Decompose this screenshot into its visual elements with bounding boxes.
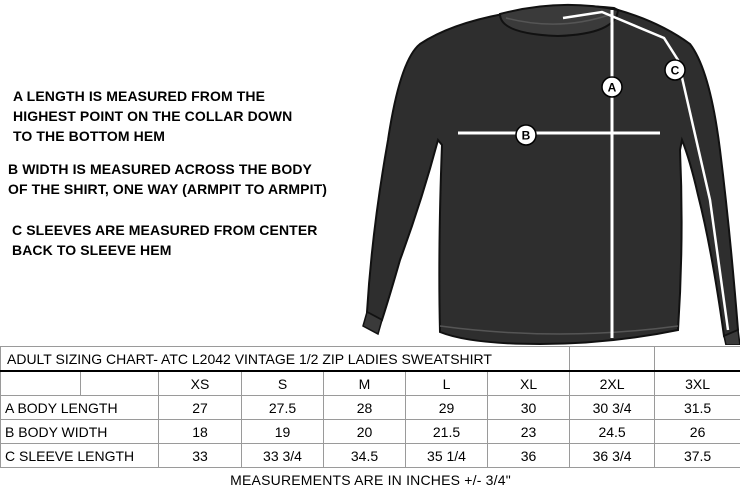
row-label: C SLEEVE LENGTH: [1, 444, 159, 468]
note-sleeve-line-1: C SLEEVES ARE MEASURED FROM CENTER: [12, 222, 318, 238]
table-cell: 37.5: [655, 444, 740, 468]
table-row: [1, 396, 740, 420]
title-spacer-1: [570, 347, 655, 372]
row-label: A BODY LENGTH: [1, 396, 159, 420]
table-cell: 33: [159, 444, 242, 468]
size-header: S: [242, 371, 324, 396]
table-cell: 27: [159, 396, 242, 420]
marker-b: [516, 125, 536, 145]
size-header-row: [1, 371, 740, 396]
note-width-line-2: OF THE SHIRT, ONE WAY (ARMPIT TO ARMPIT): [8, 181, 328, 197]
title-row: [1, 347, 740, 372]
table-cell: 20: [324, 420, 406, 444]
size-header: XL: [488, 371, 570, 396]
table-row: [1, 420, 740, 444]
table-cell: 24.5: [570, 420, 655, 444]
header-blank-1: [1, 371, 81, 396]
table-cell: 34.5: [324, 444, 406, 468]
marker-a-label: A: [607, 80, 617, 95]
sweatshirt-silhouette: [367, 6, 738, 344]
marker-c-label: C: [670, 63, 680, 78]
note-sleeve-line-2: BACK TO SLEEVE HEM: [12, 242, 172, 258]
table-cell: 29: [406, 396, 488, 420]
table-row: [1, 444, 740, 468]
note-width-line-1: B WIDTH IS MEASURED ACROSS THE BODY: [8, 161, 312, 177]
marker-c: [665, 60, 685, 80]
table-cell: 36 3/4: [570, 444, 655, 468]
table-cell: 33 3/4: [242, 444, 324, 468]
table-cell: 26: [655, 420, 740, 444]
note-width: [8, 159, 327, 199]
table-cell: 23: [488, 420, 570, 444]
table-cell: 19: [242, 420, 324, 444]
table-cell: 30: [488, 396, 570, 420]
note-length-line-2: HIGHEST POINT ON THE COLLAR DOWN: [13, 108, 293, 124]
measurements-note-text: MEASUREMENTS ARE IN INCHES +/- 3/4": [230, 472, 511, 488]
chart-title: ADULT SIZING CHART- ATC L2042 VINTAGE 1/2 ZIP LADIES SWEATSHIRT: [1, 347, 570, 372]
title-spacer-2: [655, 347, 740, 372]
sweatshirt-diagram: [360, 0, 740, 345]
note-length-line-3: TO THE BOTTOM HEM: [13, 128, 166, 144]
row-label: B BODY WIDTH: [1, 420, 159, 444]
size-header: 2XL: [570, 371, 655, 396]
size-header: M: [324, 371, 406, 396]
table-cell: 31.5: [655, 396, 740, 420]
note-sleeve: [12, 220, 317, 260]
size-table: [0, 346, 740, 492]
size-header: L: [406, 371, 488, 396]
sizing-chart: [0, 346, 740, 501]
footer-row: [1, 468, 740, 493]
measurements-note: [1, 468, 740, 493]
note-length: [13, 86, 292, 146]
marker-b-label: B: [521, 128, 531, 143]
table-cell: 30 3/4: [570, 396, 655, 420]
measurement-notes: [0, 0, 380, 340]
table-cell: 27.5: [242, 396, 324, 420]
note-length-line-1: A LENGTH IS MEASURED FROM THE: [13, 88, 266, 104]
marker-a: [602, 77, 622, 97]
size-header: 3XL: [655, 371, 740, 396]
table-cell: 36: [488, 444, 570, 468]
table-cell: 21.5: [406, 420, 488, 444]
header-blank-2: [81, 371, 159, 396]
table-cell: 18: [159, 420, 242, 444]
size-header: XS: [159, 371, 242, 396]
table-cell: 35 1/4: [406, 444, 488, 468]
table-cell: 28: [324, 396, 406, 420]
